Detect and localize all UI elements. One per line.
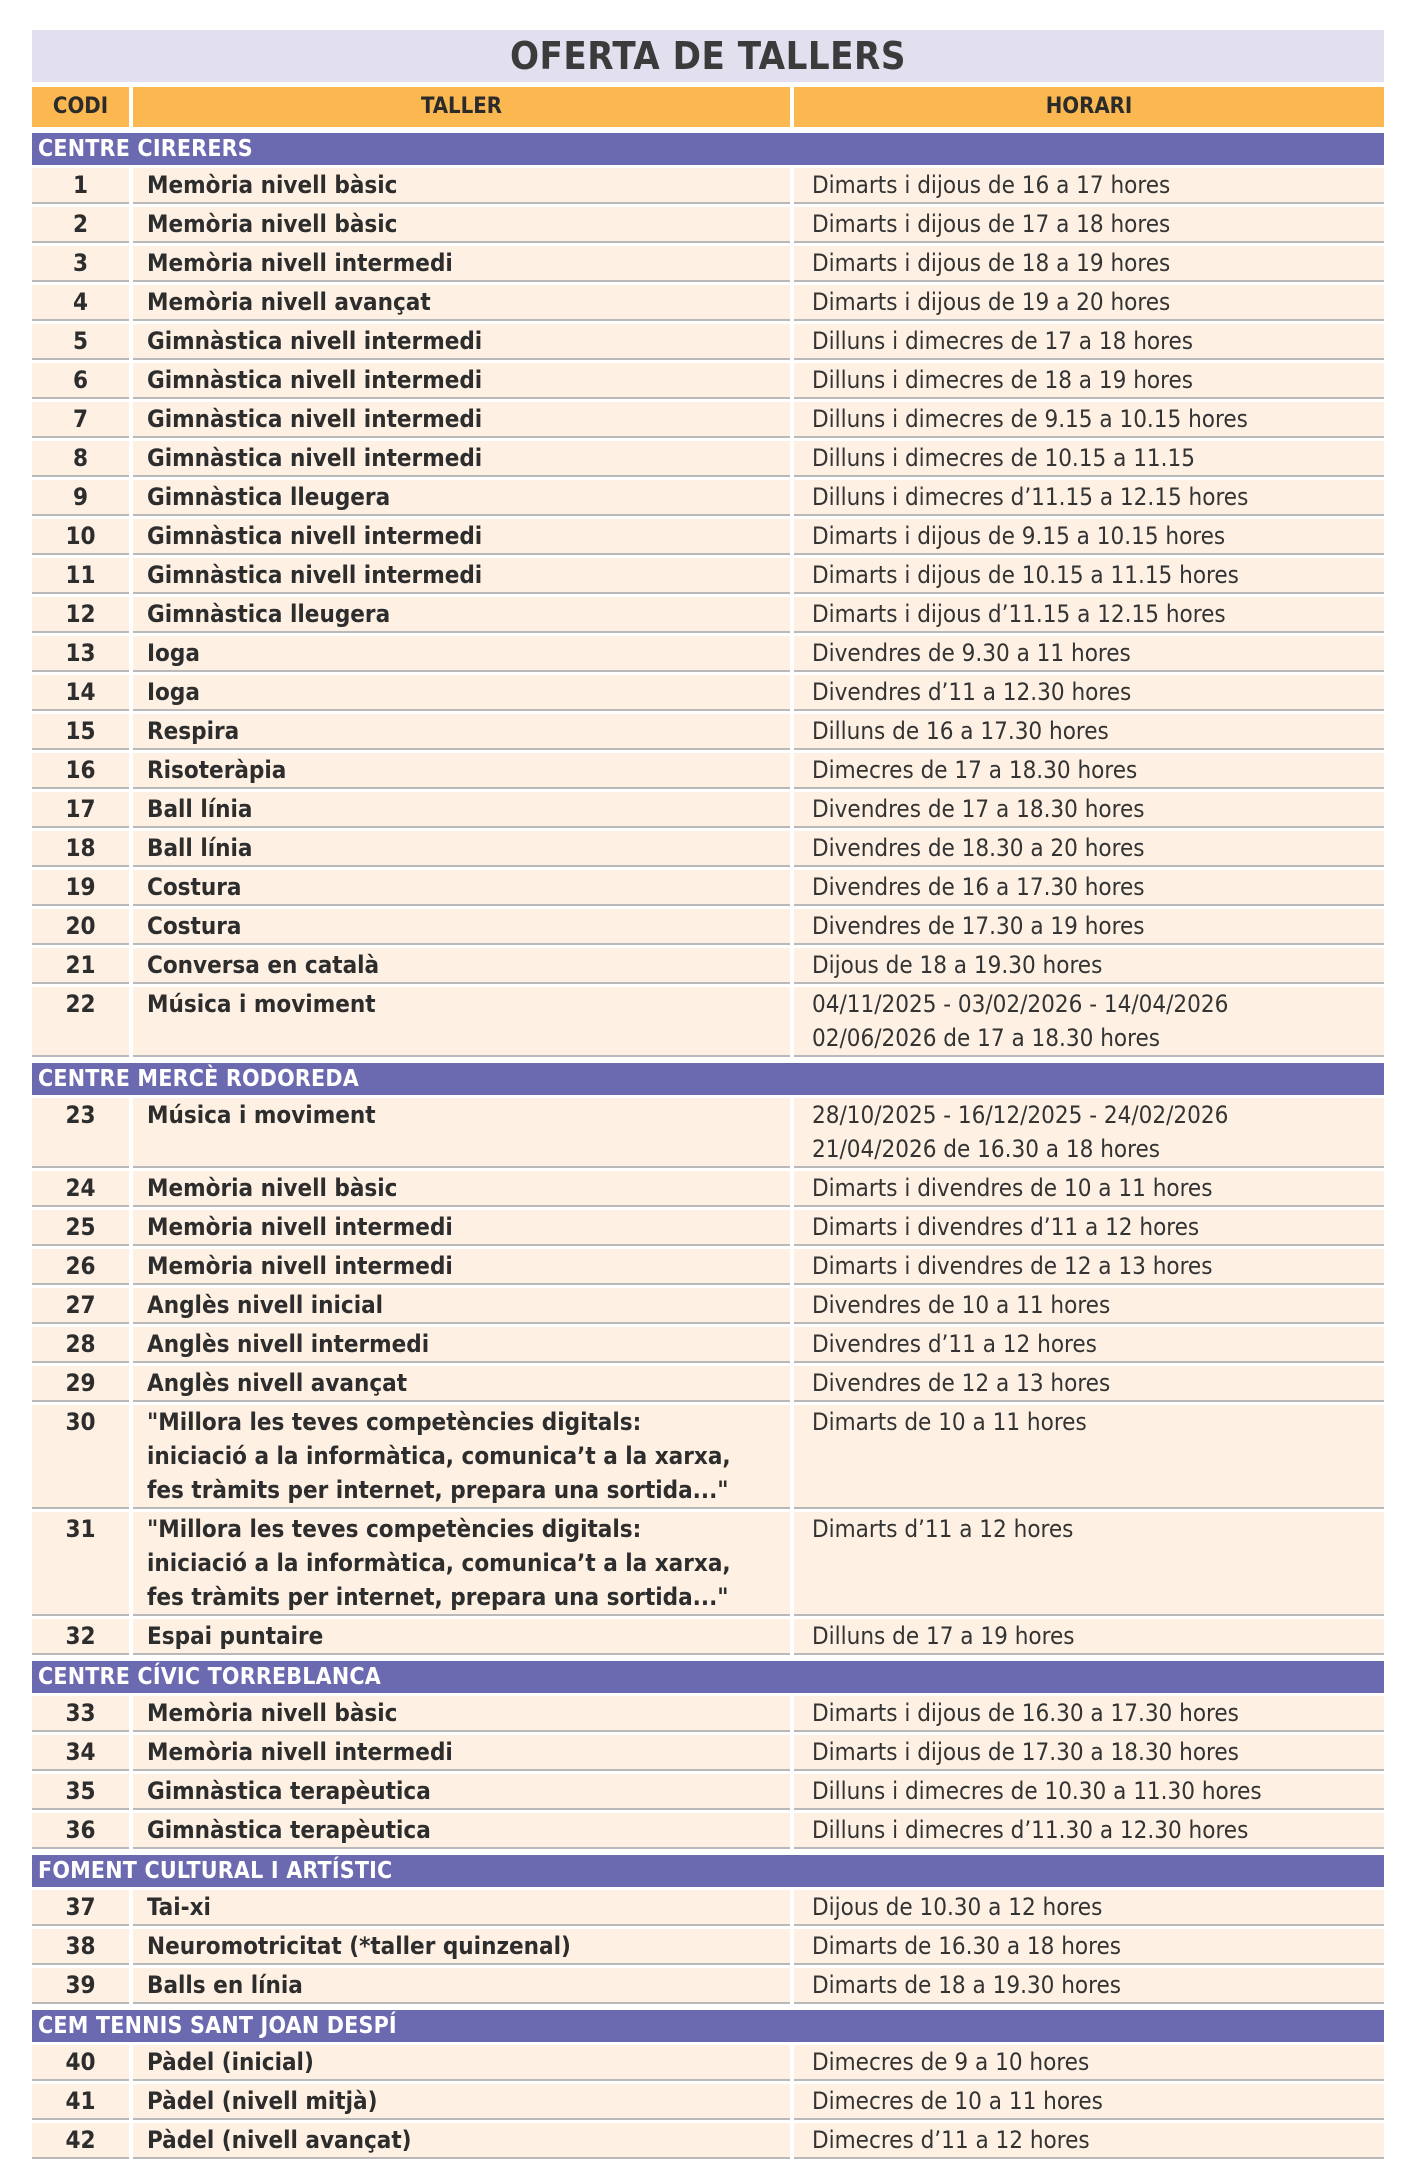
table-row: [32, 753, 1384, 789]
section-header: CENTRE CÍVIC TORREBLANCA: [32, 1661, 1384, 1693]
header-horari: HORARI: [794, 87, 1384, 127]
row-taller: Anglès nivell inicial: [133, 1288, 790, 1324]
row-code: 2: [32, 207, 129, 243]
row-taller: Memòria nivell avançat: [133, 285, 790, 321]
row-horari: Divendres d’11 a 12.30 hores: [794, 675, 1384, 711]
row-code: 27: [32, 1288, 129, 1324]
row-horari: Dilluns de 17 a 19 hores: [794, 1619, 1384, 1655]
row-taller: Memòria nivell intermedi: [133, 1210, 790, 1246]
row-taller: Gimnàstica terapèutica: [133, 1813, 790, 1849]
row-horari: Dimarts de 18 a 19.30 hores: [794, 1968, 1384, 2004]
row-taller: Ball línia: [133, 831, 790, 867]
row-horari: Dilluns de 16 a 17.30 hores: [794, 714, 1384, 750]
row-code: 19: [32, 870, 129, 906]
section-header: CENTRE MERCÈ RODOREDA: [32, 1063, 1384, 1095]
row-horari: Divendres de 9.30 a 11 hores: [794, 636, 1384, 672]
header-code: CODI: [32, 87, 129, 127]
row-code: 41: [32, 2084, 129, 2120]
row-taller: Gimnàstica nivell intermedi: [133, 441, 790, 477]
table-row: [32, 1288, 1384, 1324]
table-row: [32, 2123, 1384, 2159]
row-code: 34: [32, 1735, 129, 1771]
row-horari: Dimarts d’11 a 12 hores: [794, 1512, 1384, 1616]
section-header: CEM TENNIS SANT JOAN DESPÍ: [32, 2010, 1384, 2042]
row-code: 10: [32, 519, 129, 555]
row-code: 25: [32, 1210, 129, 1246]
table-row: [32, 714, 1384, 750]
row-horari: Dimecres de 10 a 11 hores: [794, 2084, 1384, 2120]
table-row: [32, 1774, 1384, 1810]
workshop-table: [32, 30, 1384, 2159]
row-horari: Dimarts i dijous de 17.30 a 18.30 hores: [794, 1735, 1384, 1771]
table-row: [32, 2084, 1384, 2120]
row-code: 7: [32, 402, 129, 438]
table-row: [32, 1890, 1384, 1926]
row-taller: Pàdel (inicial): [133, 2045, 790, 2081]
table-row: [32, 597, 1384, 633]
row-horari: Dimarts de 10 a 11 hores: [794, 1405, 1384, 1509]
row-horari: Dilluns i dimecres de 10.30 a 11.30 hores: [794, 1774, 1384, 1810]
row-taller: Música i moviment: [133, 1098, 790, 1168]
section-header: FOMENT CULTURAL I ARTÍSTIC: [32, 1855, 1384, 1887]
row-code: 26: [32, 1249, 129, 1285]
row-horari: 28/10/2025 - 16/12/2025 - 24/02/2026 21/04/2026 de 16.30 a 18 hores: [794, 1098, 1384, 1168]
row-code: 18: [32, 831, 129, 867]
row-horari: Dimecres de 17 a 18.30 hores: [794, 753, 1384, 789]
row-code: 40: [32, 2045, 129, 2081]
table-row: [32, 168, 1384, 204]
row-taller: Ioga: [133, 675, 790, 711]
row-horari: Dijous de 10.30 a 12 hores: [794, 1890, 1384, 1926]
header-taller: TALLER: [133, 87, 790, 127]
row-code: 35: [32, 1774, 129, 1810]
row-code: 11: [32, 558, 129, 594]
row-taller: Gimnàstica lleugera: [133, 597, 790, 633]
row-code: 20: [32, 909, 129, 945]
row-taller: Gimnàstica nivell intermedi: [133, 324, 790, 360]
row-horari: Divendres de 12 a 13 hores: [794, 1366, 1384, 1402]
row-code: 21: [32, 948, 129, 984]
row-horari: 04/11/2025 - 03/02/2026 - 14/04/2026 02/06/2026 de 17 a 18.30 hores: [794, 987, 1384, 1057]
table-row: [32, 1366, 1384, 1402]
row-horari: Dimarts i divendres de 10 a 11 hores: [794, 1171, 1384, 1207]
row-code: 5: [32, 324, 129, 360]
row-taller: Memòria nivell intermedi: [133, 1249, 790, 1285]
table-row: [32, 1327, 1384, 1363]
table-row: [32, 363, 1384, 399]
row-horari: Dimarts i dijous de 17 a 18 hores: [794, 207, 1384, 243]
row-taller: Memòria nivell bàsic: [133, 168, 790, 204]
row-code: 3: [32, 246, 129, 282]
row-horari: Dilluns i dimecres de 18 a 19 hores: [794, 363, 1384, 399]
row-taller: Gimnàstica nivell intermedi: [133, 558, 790, 594]
row-horari: Dimarts i dijous de 16.30 a 17.30 hores: [794, 1696, 1384, 1732]
row-code: 31: [32, 1512, 129, 1616]
row-horari: Dimarts i dijous d’11.15 a 12.15 hores: [794, 597, 1384, 633]
table-row: [32, 1929, 1384, 1965]
row-taller: Costura: [133, 870, 790, 906]
row-horari: Dimarts i dijous de 16 a 17 hores: [794, 168, 1384, 204]
row-code: 16: [32, 753, 129, 789]
row-horari: Divendres de 18.30 a 20 hores: [794, 831, 1384, 867]
row-horari: Divendres de 10 a 11 hores: [794, 1288, 1384, 1324]
row-taller: Memòria nivell bàsic: [133, 207, 790, 243]
row-horari: Divendres de 17 a 18.30 hores: [794, 792, 1384, 828]
row-code: 37: [32, 1890, 129, 1926]
row-code: 8: [32, 441, 129, 477]
row-horari: Dilluns i dimecres de 17 a 18 hores: [794, 324, 1384, 360]
row-taller: Anglès nivell intermedi: [133, 1327, 790, 1363]
row-taller: Memòria nivell bàsic: [133, 1696, 790, 1732]
table-row: [32, 402, 1384, 438]
row-code: 13: [32, 636, 129, 672]
table-row: [32, 792, 1384, 828]
row-taller: "Millora les teves competències digitals: iniciació a la informàtica, comunica’t a la xarxa, fes tràmits per internet, prepara una sortida...": [133, 1512, 790, 1616]
page-title: OFERTA DE TALLERS: [32, 30, 1384, 82]
row-code: 36: [32, 1813, 129, 1849]
table-row: [32, 1512, 1384, 1616]
row-taller: Respira: [133, 714, 790, 750]
section-rows: [32, 1696, 1384, 1849]
table-row: [32, 948, 1384, 984]
table-row: [32, 675, 1384, 711]
row-taller: Memòria nivell bàsic: [133, 1171, 790, 1207]
table-row: [32, 480, 1384, 516]
row-taller: Costura: [133, 909, 790, 945]
table-header: [32, 87, 1384, 127]
row-horari: Dimecres de 9 a 10 hores: [794, 2045, 1384, 2081]
table-row: [32, 1696, 1384, 1732]
row-horari: Dilluns i dimecres de 9.15 a 10.15 hores: [794, 402, 1384, 438]
table-row: [32, 831, 1384, 867]
row-code: 14: [32, 675, 129, 711]
table-row: [32, 909, 1384, 945]
row-horari: Dimarts i dijous de 10.15 a 11.15 hores: [794, 558, 1384, 594]
row-taller: Gimnàstica terapèutica: [133, 1774, 790, 1810]
row-horari: Dimarts de 16.30 a 18 hores: [794, 1929, 1384, 1965]
sections-container: [32, 133, 1384, 2159]
table-row: [32, 636, 1384, 672]
row-taller: "Millora les teves competències digitals: iniciació a la informàtica, comunica’t a la xarxa, fes tràmits per internet, prepara una sortida...": [133, 1405, 790, 1509]
table-row: [32, 285, 1384, 321]
table-row: [32, 324, 1384, 360]
row-horari: Divendres d’11 a 12 hores: [794, 1327, 1384, 1363]
row-horari: Dilluns i dimecres d’11.30 a 12.30 hores: [794, 1813, 1384, 1849]
row-taller: Música i moviment: [133, 987, 790, 1057]
row-horari: Dimarts i dijous de 18 a 19 hores: [794, 246, 1384, 282]
row-code: 12: [32, 597, 129, 633]
section-rows: [32, 2045, 1384, 2159]
row-code: 6: [32, 363, 129, 399]
table-row: [32, 987, 1384, 1057]
table-row: [32, 1735, 1384, 1771]
row-taller: Ball línia: [133, 792, 790, 828]
table-row: [32, 1813, 1384, 1849]
row-code: 29: [32, 1366, 129, 1402]
row-code: 38: [32, 1929, 129, 1965]
table-row: [32, 1405, 1384, 1509]
row-code: 28: [32, 1327, 129, 1363]
section-rows: [32, 1098, 1384, 1655]
table-row: [32, 207, 1384, 243]
row-taller: Gimnàstica nivell intermedi: [133, 363, 790, 399]
row-taller: Risoteràpia: [133, 753, 790, 789]
row-code: 24: [32, 1171, 129, 1207]
row-horari: Dilluns i dimecres d’11.15 a 12.15 hores: [794, 480, 1384, 516]
row-horari: Dimarts i divendres d’11 a 12 hores: [794, 1210, 1384, 1246]
row-code: 15: [32, 714, 129, 750]
table-row: [32, 246, 1384, 282]
row-code: 1: [32, 168, 129, 204]
row-horari: Dimarts i divendres de 12 a 13 hores: [794, 1249, 1384, 1285]
row-code: 22: [32, 987, 129, 1057]
row-taller: Gimnàstica lleugera: [133, 480, 790, 516]
row-horari: Dimarts i dijous de 19 a 20 hores: [794, 285, 1384, 321]
row-code: 30: [32, 1405, 129, 1509]
row-code: 4: [32, 285, 129, 321]
table-row: [32, 870, 1384, 906]
section-header: CENTRE CIRERERS: [32, 133, 1384, 165]
row-taller: Pàdel (nivell mitjà): [133, 2084, 790, 2120]
row-taller: Pàdel (nivell avançat): [133, 2123, 790, 2159]
section-rows: [32, 1890, 1384, 2004]
table-row: [32, 1249, 1384, 1285]
row-code: 17: [32, 792, 129, 828]
row-horari: Divendres de 17.30 a 19 hores: [794, 909, 1384, 945]
row-taller: Espai puntaire: [133, 1619, 790, 1655]
row-code: 23: [32, 1098, 129, 1168]
table-row: [32, 1210, 1384, 1246]
row-taller: Tai-xi: [133, 1890, 790, 1926]
row-taller: Balls en línia: [133, 1968, 790, 2004]
table-row: [32, 2045, 1384, 2081]
row-horari: Dijous de 18 a 19.30 hores: [794, 948, 1384, 984]
row-horari: Dimarts i dijous de 9.15 a 10.15 hores: [794, 519, 1384, 555]
row-horari: Dilluns i dimecres de 10.15 a 11.15: [794, 441, 1384, 477]
row-taller: Gimnàstica nivell intermedi: [133, 519, 790, 555]
row-taller: Ioga: [133, 636, 790, 672]
table-row: [32, 1619, 1384, 1655]
table-row: [32, 1171, 1384, 1207]
row-taller: Anglès nivell avançat: [133, 1366, 790, 1402]
row-code: 39: [32, 1968, 129, 2004]
row-horari: Dimecres d’11 a 12 hores: [794, 2123, 1384, 2159]
row-taller: Memòria nivell intermedi: [133, 246, 790, 282]
row-taller: Gimnàstica nivell intermedi: [133, 402, 790, 438]
row-code: 42: [32, 2123, 129, 2159]
table-row: [32, 1968, 1384, 2004]
row-code: 32: [32, 1619, 129, 1655]
row-code: 9: [32, 480, 129, 516]
row-code: 33: [32, 1696, 129, 1732]
table-row: [32, 519, 1384, 555]
table-row: [32, 1098, 1384, 1168]
row-taller: Memòria nivell intermedi: [133, 1735, 790, 1771]
section-rows: [32, 168, 1384, 1057]
row-horari: Divendres de 16 a 17.30 hores: [794, 870, 1384, 906]
table-row: [32, 441, 1384, 477]
row-taller: Conversa en català: [133, 948, 790, 984]
row-taller: Neuromotricitat (*taller quinzenal): [133, 1929, 790, 1965]
table-row: [32, 558, 1384, 594]
